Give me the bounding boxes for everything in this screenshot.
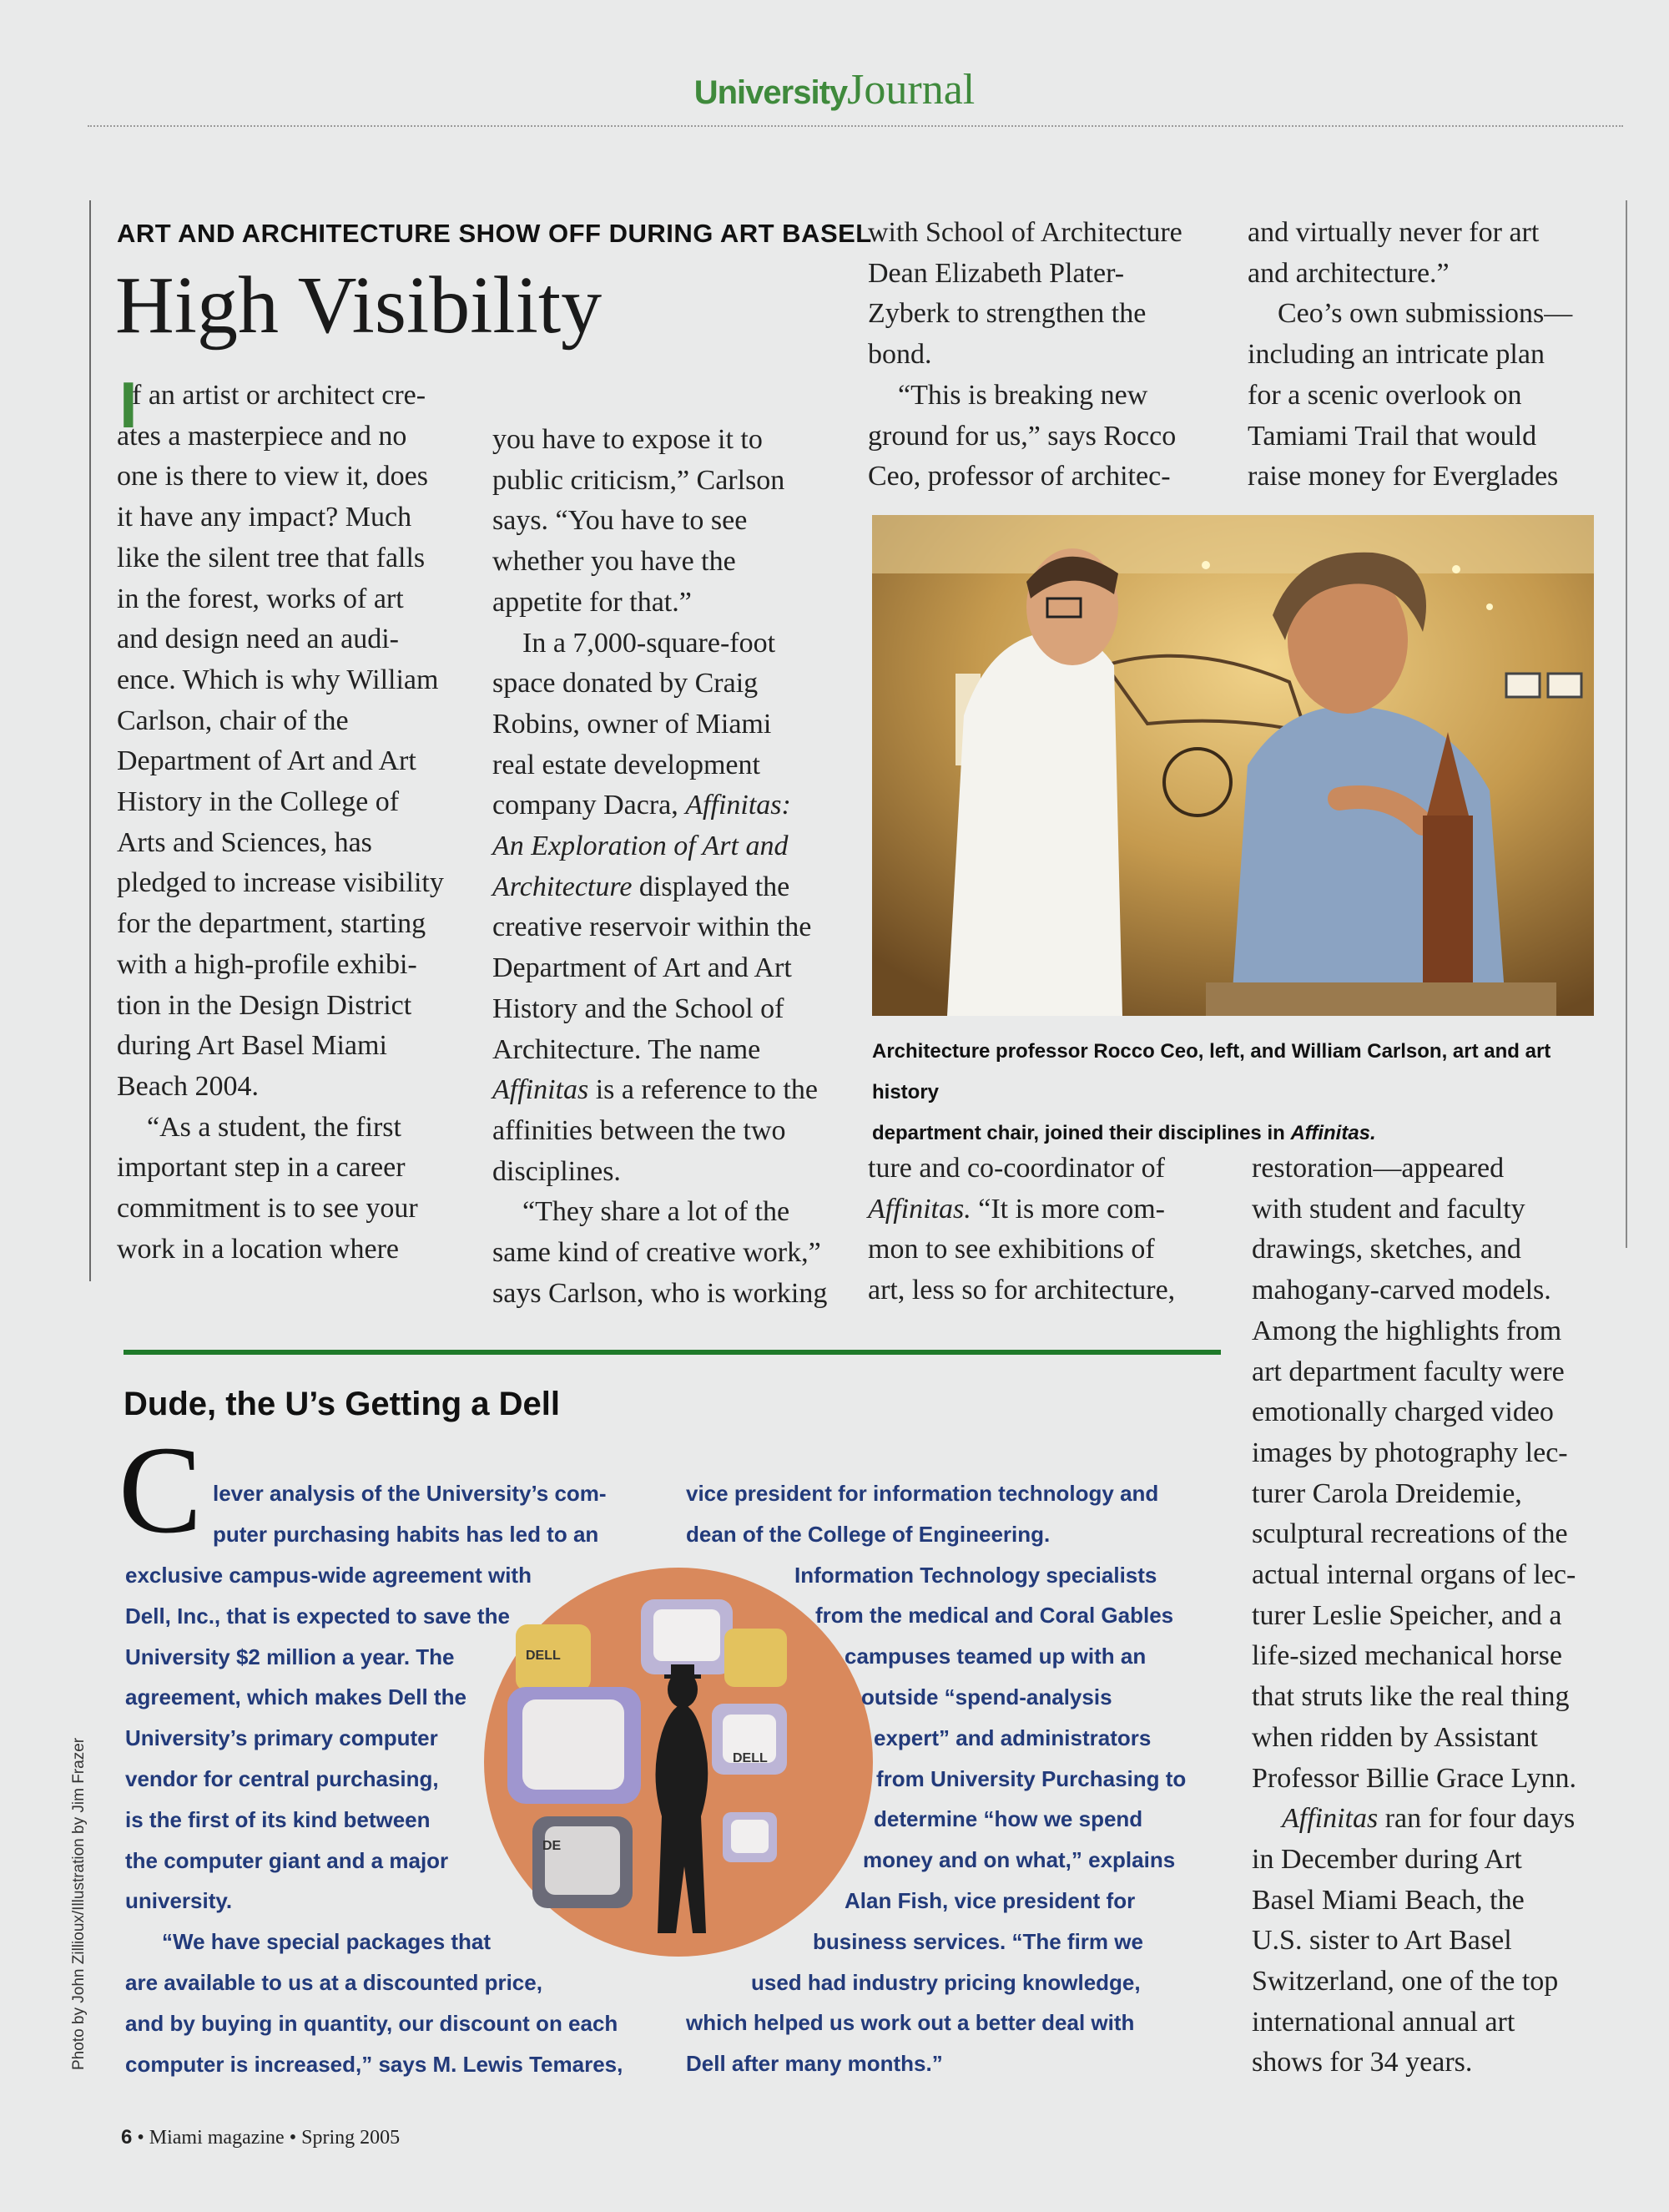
display-table — [1206, 982, 1556, 1016]
text-line: Beach 2004. — [117, 1070, 259, 1102]
text-line: mahogany-carved models. — [1252, 1275, 1551, 1306]
dell-line: puter purchasing habits has led to an — [213, 1521, 599, 1547]
dell-left-column-continued — [125, 1555, 623, 2084]
dell-line: is the first of its kind between — [125, 1806, 431, 1832]
text-line: In a 7,000-square-foot — [522, 627, 776, 659]
text-line: whether you have the — [492, 546, 736, 578]
text-line: “As a student, the first — [147, 1111, 401, 1143]
text-line: Dean Elizabeth Plater- — [868, 257, 1125, 289]
text-line: mon to see exhibitions of — [868, 1234, 1155, 1265]
section-divider — [124, 1350, 1221, 1355]
dell-line: outside “spend-analysis — [861, 1684, 1112, 1710]
text-line: ground for us,” says Rocco — [868, 420, 1177, 452]
dell-line: “We have special packages that — [162, 1929, 492, 1955]
article-kicker: ART AND ARCHITECTURE SHOW OFF DURING ART BASEL — [117, 219, 872, 248]
masthead-journal: Journal — [847, 66, 976, 114]
text-line: with a high-profile exhibi- — [117, 948, 417, 980]
dell-line: Information Technology specialists — [794, 1562, 1157, 1588]
italic-title: Affinitas: — [685, 790, 791, 821]
text-line: public criticism,” Carlson — [492, 464, 785, 496]
text-line: pledged to increase visibility — [117, 867, 444, 899]
gallery-photo — [872, 515, 1594, 1016]
text-line: sculptural recreations of the — [1252, 1518, 1568, 1550]
caption-line: Architecture professor Rocco Ceo, left, and William Carlson, art and art history — [872, 1040, 1551, 1103]
italic-title: Architecture — [492, 871, 633, 902]
italic-title: Affinitas. — [868, 1193, 971, 1225]
text-line — [868, 1189, 1214, 1230]
dell-line: University $2 million a year. The — [125, 1644, 455, 1669]
text-line: for a scenic overlook on — [1248, 379, 1522, 411]
text-line: raise money for Everglades — [1248, 461, 1559, 492]
text-line: including an intricate plan — [1248, 339, 1545, 371]
text-line: f an artist or architect cre- — [132, 380, 426, 411]
text-line: disciplines. — [492, 1155, 621, 1187]
ceiling-light — [1486, 604, 1493, 610]
photo-caption — [872, 1031, 1598, 1154]
text-line — [492, 785, 843, 826]
text-line: Carlson, chair of the — [117, 705, 349, 736]
text-line: real estate development — [492, 749, 760, 780]
text-line: life-sized mechanical horse — [1252, 1640, 1562, 1672]
italic-title: Affinitas — [492, 1074, 589, 1106]
text-line: affinities between the two — [492, 1114, 786, 1146]
text-line: turer Carola Dreidemie, — [1252, 1477, 1522, 1509]
text-line: in December during Art — [1252, 1843, 1522, 1875]
article-column-4-bottom — [1252, 1149, 1602, 2083]
text-line: Tamiami Trail that would — [1248, 420, 1537, 452]
dell-left-column — [213, 1473, 607, 1555]
text-line: shows for 34 years. — [1252, 2047, 1473, 2078]
dell-line: vendor for central purchasing, — [125, 1765, 439, 1791]
page-folio — [121, 2126, 400, 2149]
dell-line: determine “how we spend — [874, 1806, 1143, 1832]
dell-line: used had industry pricing knowledge, — [751, 1969, 1141, 1995]
text-line: bond. — [868, 339, 932, 371]
gallery-ceiling — [872, 515, 1594, 573]
text-line: work in a location where — [117, 1233, 399, 1265]
italic-title: Affinitas — [1282, 1803, 1379, 1835]
text-line: for the department, starting — [117, 908, 426, 940]
text-line: Arts and Sciences, has — [117, 826, 372, 858]
dell-line: Dell, Inc., that is expected to save the — [125, 1603, 510, 1629]
text-line: restoration—appeared — [1252, 1153, 1505, 1184]
text-line: Ceo, professor of architec- — [868, 461, 1171, 492]
text-line: important step in a career — [117, 1152, 406, 1184]
article-photo — [872, 515, 1594, 1016]
dell-line: vice president for information technology and — [686, 1481, 1159, 1506]
text-line: when ridden by Assistant — [1252, 1721, 1538, 1753]
dell-label: DE — [542, 1839, 562, 1853]
text-line: it have any impact? Much — [117, 502, 412, 533]
dell-line: which helped us work out a better deal with — [686, 2010, 1135, 2036]
text-line: creative reservoir within the — [492, 912, 812, 943]
caption-italic: Affinitas. — [1290, 1122, 1376, 1144]
dell-line: exclusive campus-wide agreement with — [125, 1563, 532, 1588]
text-line: Robins, owner of Miami — [492, 708, 772, 740]
text-line: Basel Miami Beach, the — [1252, 1884, 1525, 1916]
text-line: art department faculty were — [1252, 1356, 1565, 1387]
text-line: art, less so for architecture, — [868, 1275, 1176, 1306]
text-line: like the silent tree that falls — [117, 542, 426, 573]
text-span: “It is more com- — [971, 1193, 1165, 1225]
text-line: in the forest, works of art — [117, 583, 404, 614]
text-line: “They share a lot of the — [522, 1196, 790, 1228]
dell-line: business services. “The firm we — [813, 1928, 1143, 1954]
text-line — [492, 867, 843, 908]
italic-title: An Exploration of Art and — [492, 831, 789, 862]
text-line — [492, 1070, 843, 1111]
dell-label: DELL — [733, 1751, 768, 1765]
dell-headline: Dude, the U’s Getting a Dell — [124, 1386, 561, 1422]
drop-cap: C — [118, 1421, 203, 1559]
text-line: Zyberk to strengthen the — [868, 298, 1147, 330]
text-span: is a reference to the — [588, 1074, 818, 1106]
text-line: and architecture.” — [1248, 257, 1450, 289]
text-line: with student and faculty — [1252, 1193, 1525, 1225]
dell-line: expert” and administrators — [874, 1725, 1152, 1750]
masthead-university: University — [693, 74, 848, 111]
drop-cap: I — [119, 368, 138, 442]
text-line: commitment is to see your — [117, 1193, 418, 1225]
framed-picture — [1548, 674, 1581, 697]
photo-credit: Photo by John Zillioux/Illustration by Jim Frazer — [70, 1737, 88, 2070]
text-line: actual internal organs of lec- — [1252, 1559, 1576, 1591]
dell-line: dean of the College of Engineering. — [686, 1521, 1051, 1547]
dell-line: agreement, which makes Dell the — [125, 1684, 466, 1710]
text-line: during Art Basel Miami — [117, 1030, 387, 1062]
text-line: and virtually never for art — [1248, 217, 1540, 248]
dell-label: DELL — [526, 1649, 561, 1663]
text-line: you have to expose it to — [492, 424, 763, 455]
text-line: U.S. sister to Art Basel — [1252, 1925, 1512, 1957]
text-line: tion in the Design District — [117, 989, 412, 1021]
text-span: company Dacra, — [492, 790, 678, 821]
text-line: and design need an audi- — [117, 624, 399, 655]
text-line: “This is breaking new — [898, 379, 1148, 411]
article-column-4-top — [1248, 213, 1598, 497]
text-line: Department of Art and Art — [117, 745, 416, 777]
text-line: turer Leslie Speicher, and a — [1252, 1599, 1562, 1631]
article-column-3-top — [868, 213, 1214, 497]
text-line: space donated by Craig — [492, 668, 759, 699]
text-line: says Carlson, who is working — [492, 1277, 828, 1309]
text-line: Professor Billie Grace Lynn. — [1252, 1762, 1577, 1794]
caption-line — [872, 1113, 1598, 1154]
text-line: with School of Architecture — [868, 217, 1182, 248]
text-span: ran for four days — [1378, 1803, 1576, 1835]
framed-picture — [1506, 674, 1540, 697]
text-line: same kind of creative work,” — [492, 1237, 821, 1269]
article-column-2 — [492, 420, 843, 1314]
text-line: Architecture. The name — [492, 1033, 761, 1065]
article-column-1 — [117, 376, 463, 1270]
text-line: one is there to view it, does — [117, 461, 428, 492]
text-line: that struts like the real thing — [1252, 1681, 1570, 1713]
text-line: says. “You have to see — [492, 505, 748, 537]
text-line: ence. Which is why William — [117, 664, 439, 695]
caption-span: department chair, joined their disciplines in — [872, 1122, 1285, 1144]
dell-line: computer is increased,” says M. Lewis Temares, — [125, 2051, 623, 2077]
text-line: drawings, sketches, and — [1252, 1234, 1521, 1265]
text-line: emotionally charged video — [1252, 1396, 1554, 1428]
dell-right-column — [686, 1473, 1186, 2084]
text-line: international annual art — [1252, 2006, 1515, 2038]
text-line: Department of Art and Art — [492, 952, 792, 984]
right-column-rule — [1626, 200, 1627, 1248]
text-line: ture and co-coordinator of — [868, 1153, 1165, 1184]
text-line: Switzerland, one of the top — [1252, 1966, 1559, 1997]
dell-line: Alan Fish, vice president for — [845, 1887, 1136, 1913]
article-column-3-bottom — [868, 1149, 1214, 1311]
dell-line: money and on what,” explains — [863, 1847, 1176, 1873]
dell-line: University’s primary computer — [125, 1725, 438, 1751]
text-line: appetite for that.” — [492, 586, 692, 618]
text-line: Ceo’s own submissions— — [1278, 298, 1573, 330]
dell-line: campuses teamed up with an — [845, 1644, 1147, 1669]
dotted-rule — [88, 125, 1623, 127]
text-line: ates a masterpiece and no — [117, 420, 407, 452]
text-line: Among the highlights from — [1252, 1315, 1562, 1346]
masthead — [0, 65, 1669, 118]
text-line: History in the College of — [117, 786, 400, 818]
text-line — [492, 826, 843, 867]
folio-text: • Miami magazine • Spring 2005 — [132, 2127, 401, 2149]
text-line: History and the School of — [492, 992, 784, 1024]
page-number: 6 — [121, 2126, 133, 2149]
text-span: displayed the — [632, 871, 790, 902]
dell-line: from University Purchasing to — [876, 1765, 1187, 1791]
dell-line: Dell after many months.” — [686, 2051, 943, 2077]
ceiling-light — [1452, 565, 1460, 573]
mahogany-model-tower — [1423, 816, 1473, 999]
dell-line: are available to us at a discounted price, — [125, 1969, 542, 1995]
ceiling-light — [1202, 561, 1210, 569]
left-column-rule — [89, 200, 91, 1281]
dell-line: and by buying in quantity, our discount on each — [125, 2010, 618, 2036]
text-line — [1252, 1799, 1602, 1840]
article-headline: High Visibility — [115, 260, 603, 351]
dell-line: university. — [125, 1888, 233, 1914]
dell-line: from the medical and Coral Gables — [815, 1603, 1174, 1629]
text-line: images by photography lec- — [1252, 1437, 1568, 1468]
dell-line: lever analysis of the University’s com- — [213, 1481, 607, 1506]
dell-line: the computer giant and a major — [125, 1847, 449, 1873]
